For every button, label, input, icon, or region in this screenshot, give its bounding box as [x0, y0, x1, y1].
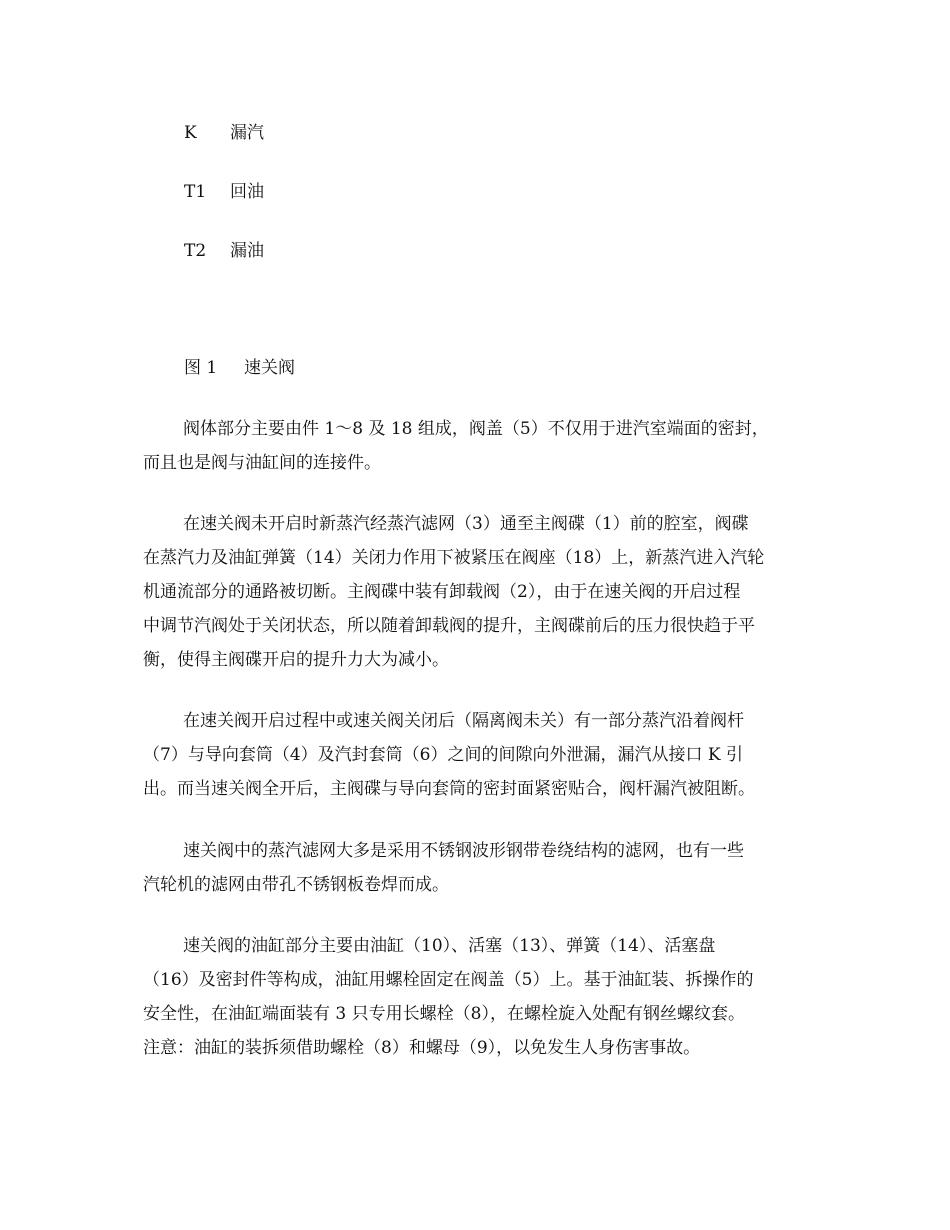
- paragraph-leakage: [143, 704, 808, 806]
- paragraph-line: 阀体部分主要由件 1～8 及 18 组成，阀盖（5）不仅用于进汽室端面的密封，: [183, 419, 769, 439]
- legend-code: T1: [184, 182, 207, 202]
- legend-code: K: [184, 123, 197, 143]
- paragraph-line: 注意：油缸的装拆须借助螺栓（8）和螺母（9），以免发生人身伤害事故。: [143, 1038, 701, 1058]
- paragraph-line: 而且也是阀与油缸间的连接件。: [143, 453, 381, 473]
- paragraph-strainer: [143, 834, 808, 902]
- legend-item-t1: [184, 180, 264, 204]
- paragraph-line: （16）及密封件等构成，油缸用螺栓固定在阀盖（5）上。基于油缸装、拆操作的: [143, 970, 754, 990]
- figure-title: 速关阀: [244, 358, 295, 378]
- figure-caption: [184, 356, 295, 380]
- paragraph-line: 中调节汽阀处于关闭状态，所以随着卸载阀的提升，主阀碟前后的压力很快趋于平: [143, 616, 755, 636]
- paragraph-valve-body: [143, 412, 808, 480]
- paragraph-line: 衡，使得主阀碟开启的提升力大为减小。: [143, 650, 449, 670]
- paragraph-line: 在速关阀未开启时新蒸汽经蒸汽滤网（3）通至主阀碟（1）前的腔室，阀碟: [183, 514, 749, 534]
- figure-number: 图 1: [184, 358, 218, 378]
- paragraph-line: 出。而当速关阀全开后，主阀碟与导向套筒的密封面紧密贴合，阀杆漏汽被阻断。: [143, 779, 755, 799]
- paragraph-line: （7）与导向套筒（4）及汽封套筒（6）之间的间隙向外泄漏，漏汽从接口 K 引: [143, 745, 743, 765]
- paragraph-line: 机通流部分的通路被切断。主阀碟中装有卸载阀（2），由于在速关阀的开启过程: [143, 582, 741, 602]
- paragraph-line: 汽轮机的滤网由带孔不锈钢板卷焊而成。: [143, 875, 449, 895]
- paragraph-main-disc: [143, 507, 808, 677]
- paragraph-line: 速关阀中的蒸汽滤网大多是采用不锈钢波形钢带卷绕结构的滤网，也有一些: [183, 841, 744, 861]
- legend-label: 回油: [230, 182, 264, 202]
- legend-item-k: [184, 121, 264, 145]
- legend-label: 漏汽: [230, 123, 264, 143]
- paragraph-line: 在蒸汽力及油缸弹簧（14）关闭力作用下被紧压在阀座（18）上，新蒸汽进入汽轮: [143, 548, 765, 568]
- paragraph-oil-cylinder: [143, 929, 808, 1065]
- legend-label: 漏油: [230, 241, 264, 261]
- paragraph-line: 安全性，在油缸端面装有 3 只专用长螺栓（8），在螺栓旋入处配有钢丝螺纹套。: [143, 1004, 745, 1024]
- paragraph-line: 在速关阀开启过程中或速关阀关闭后（隔离阀未关）有一部分蒸汽沿着阀杆: [183, 711, 744, 731]
- paragraph-line: 速关阀的油缸部分主要由油缸（10）、活塞（13）、弹簧（14）、活塞盘: [183, 936, 716, 956]
- legend-item-t2: [184, 239, 264, 263]
- legend-code: T2: [184, 241, 207, 261]
